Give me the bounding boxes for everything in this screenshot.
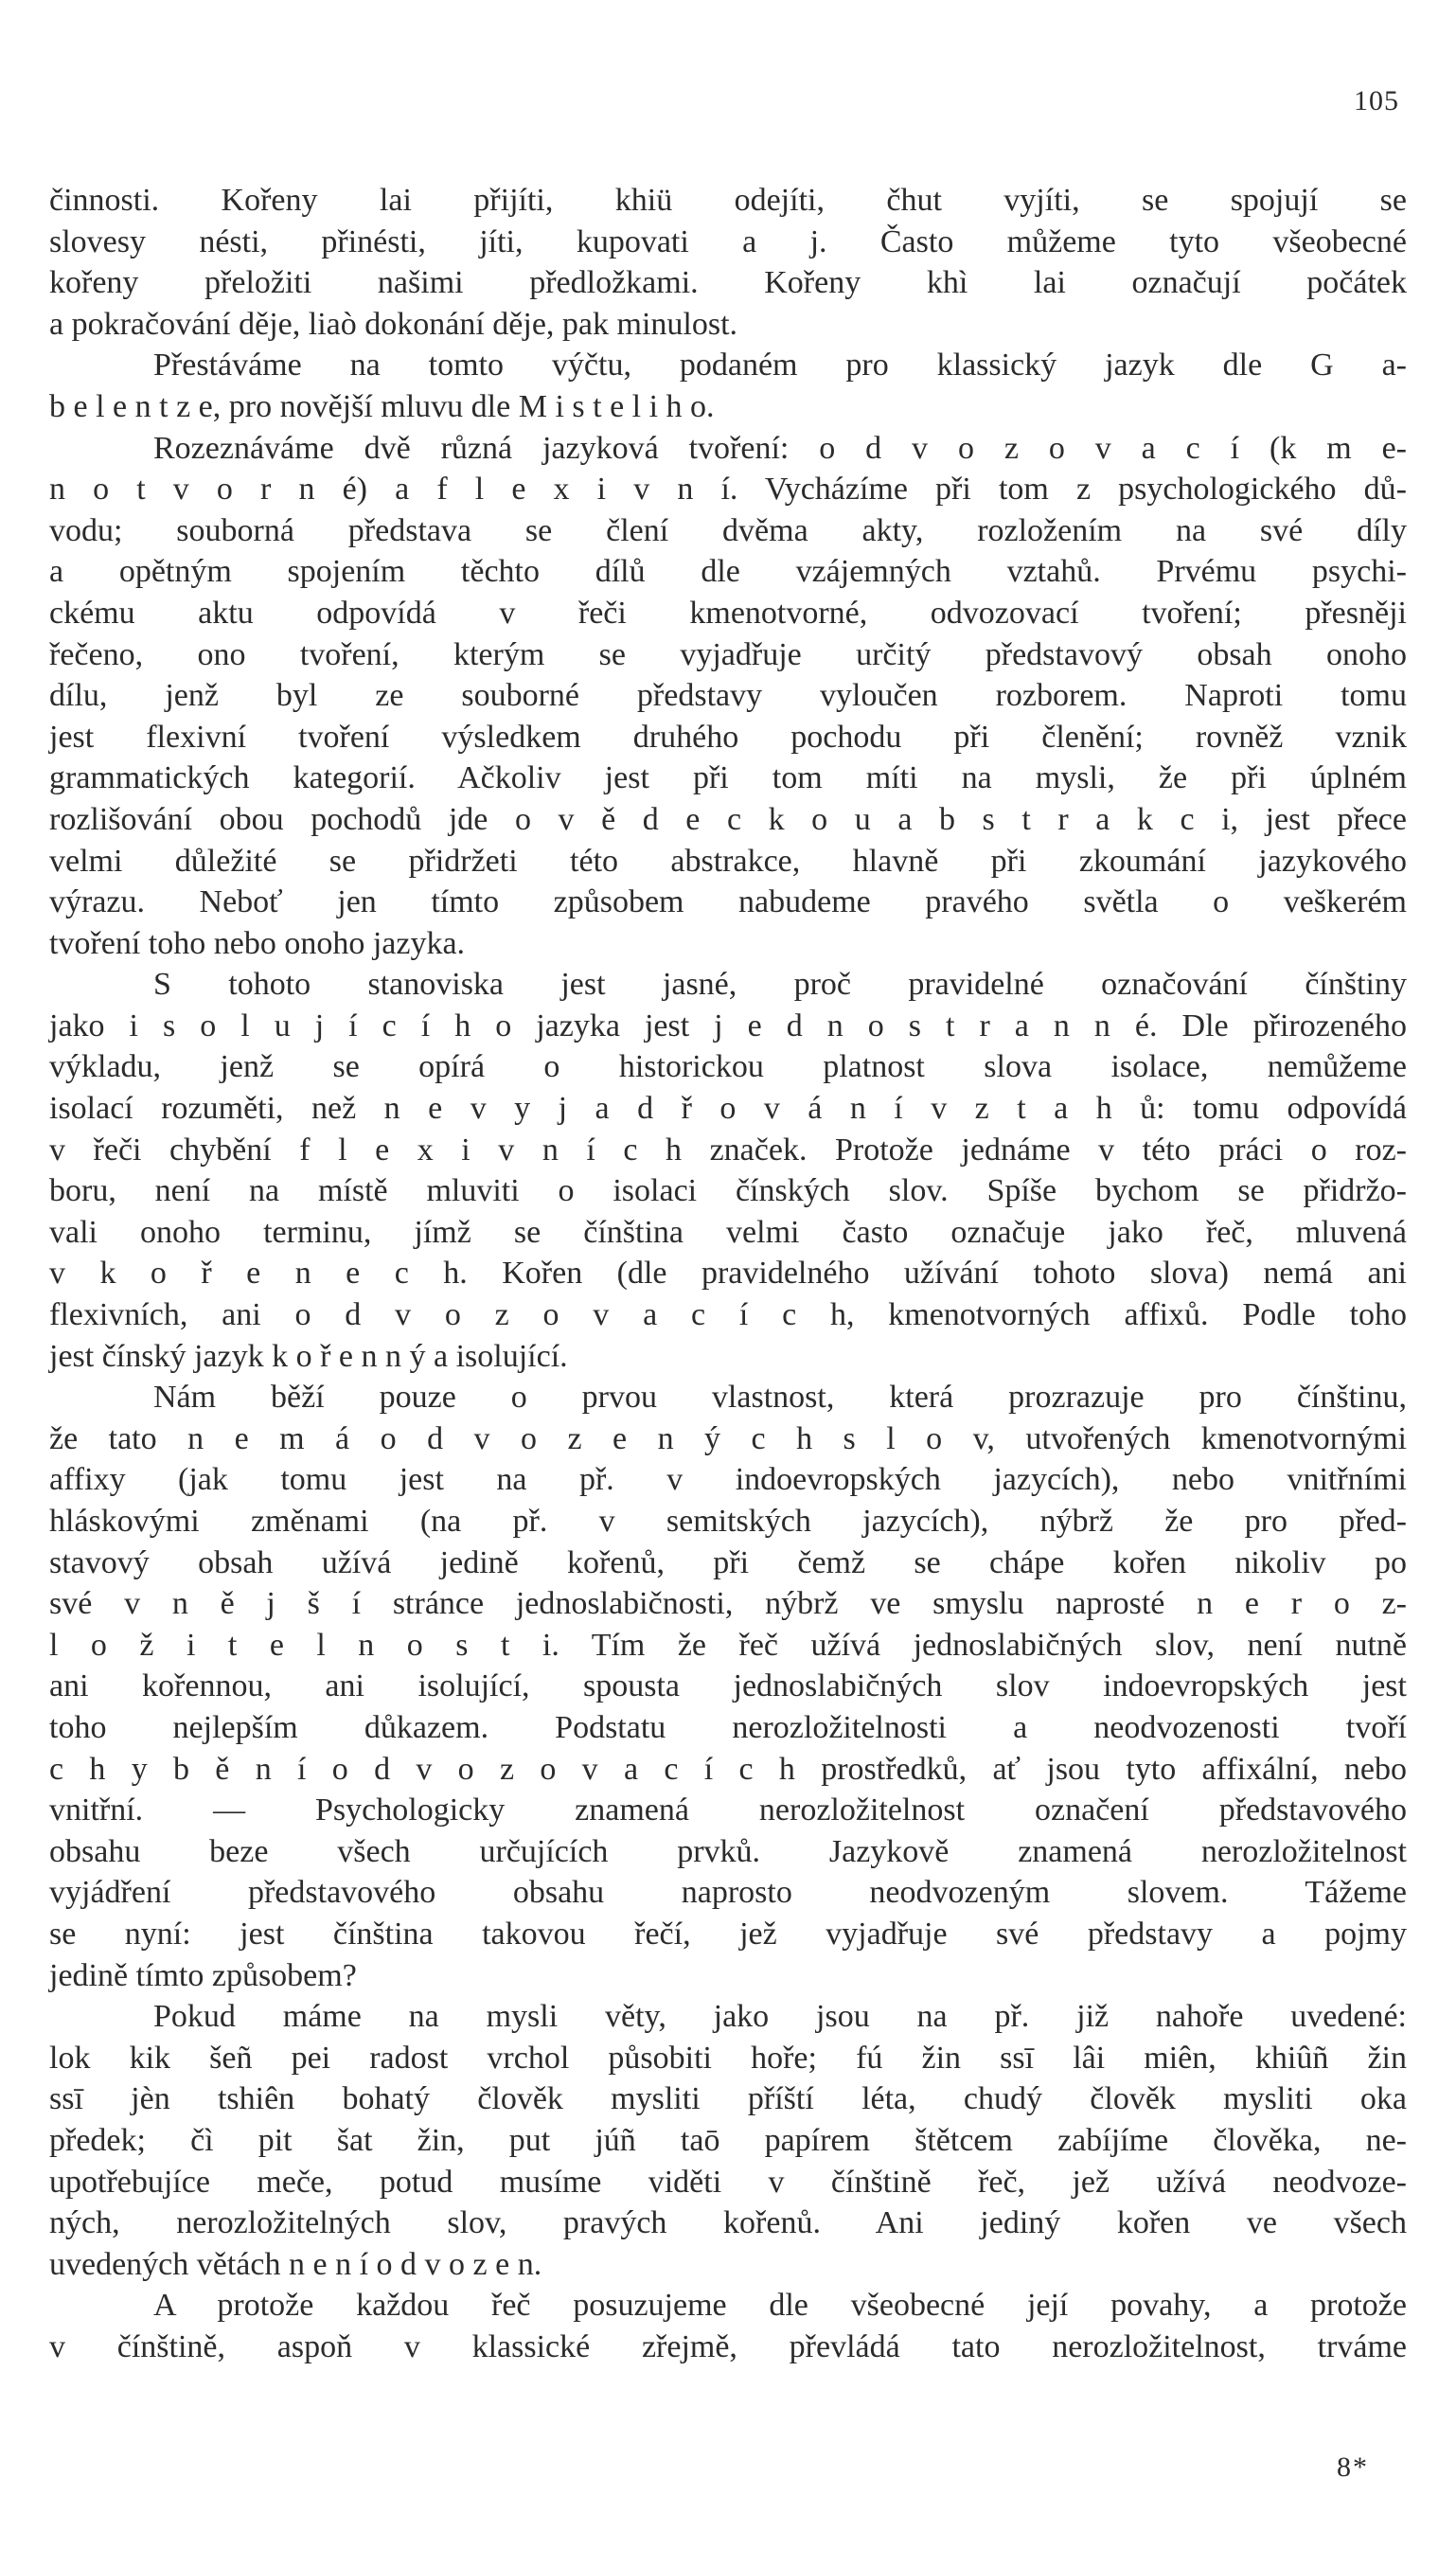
text-line: jest flexivní tvoření výsledkem druhého pochodu při členění; rovněž vznik (49, 719, 1407, 755)
text-line: velmi důležité se přidržeti této abstrakce, hlavně při zkoumání jazykového (49, 843, 1407, 879)
text-line: Rozeznáváme dvě různá jazyková tvoření: o d v o z o v a c í (k m e- (153, 430, 1407, 466)
text-line: vali onoho terminu, jímž se čínština velmi často označuje jako řeč, mluvená (49, 1214, 1407, 1250)
text-line: b e l e n t z e, pro novější mluvu dle M i s t e l i h o. (49, 388, 715, 424)
text-line: ných, nerozložitelných slov, pravých kořenů. Ani jediný kořen ve všech (49, 2205, 1407, 2241)
text-line: jest čínský jazyk k o ř e n n ý a isolující. (49, 1338, 568, 1374)
text-line: a pokračování děje, liaò dokonání děje, pak minulost. (49, 306, 738, 342)
text-line: isolací rozuměti, než n e v y j a d ř o v á n í v z t a h ů: tomu odpovídá (49, 1091, 1407, 1127)
text-line: rozlišování obou pochodů jde o v ě d e c k o u a b s t r a k c i, jest přece (49, 801, 1407, 837)
text-line: c h y b ě n í o d v o z o v a c í c h prostředků, ať jsou tyto affixální, nebo (49, 1751, 1407, 1787)
text-line: lok kik šeñ pei radost vrchol působiti hoře; fú žin ssī lâi miên, khiûñ žin (49, 2040, 1407, 2076)
text-line: ckému aktu odpovídá v řeči kmenotvorné, odvozovací tvoření; přesněji (49, 595, 1407, 631)
text-line: ssī jèn tshiên bohatý člověk mysliti příští léta, chudý člověk mysliti oka (49, 2081, 1407, 2117)
text-line: činnosti. Kořeny lai přijíti, khiü odejíti, čhut vyjíti, se spojují se (49, 183, 1407, 218)
text-line: že tato n e m á o d v o z e n ý c h s l o v, utvořených kmenotvornými (49, 1420, 1407, 1456)
body-text (49, 180, 1407, 2367)
text-line: a opětným spojením těchto dílů dle vzájemných vztahů. Prvému psychi- (49, 554, 1407, 590)
text-line: výkladu, jenž se opírá o historickou platnost slova isolace, nemůžeme (49, 1049, 1407, 1085)
text-line: n o t v o r n é) a f l e x i v n í. Vycházíme při tom z psychologického dů- (49, 472, 1407, 508)
text-line: affixy (jak tomu jest na př. v indoevropských jazycích), nebo vnitřními (49, 1462, 1407, 1498)
text-line: tvoření toho nebo onoho jazyka. (49, 925, 466, 961)
text-line: řečeno, ono tvoření, kterým se vyjadřuje určitý představový obsah onoho (49, 636, 1407, 672)
text-line: kořeny přeložiti našimi předložkami. Kořeny khì lai označují počátek (49, 265, 1407, 301)
text-line: boru, není na místě mluviti o isolaci čínských slov. Spíše bychom se přidržo- (49, 1173, 1407, 1209)
text-line: dílu, jenž byl ze souborné představy vyloučen rozborem. Naproti tomu (49, 678, 1407, 714)
text-line: S tohoto stanoviska jest jasné, proč pravidelné označování čínštiny (153, 967, 1407, 1003)
text-line: jako i s o l u j í c í h o jazyka jest j e d n o s t r a n n é. Dle přirozeného (49, 1008, 1407, 1043)
text-line: výrazu. Neboť jen tímto způsobem nabudeme pravého světla o veškerém (49, 884, 1407, 920)
text-line: v k o ř e n e c h. Kořen (dle pravidelného užívání tohoto slova) nemá ani (49, 1256, 1407, 1292)
text-line: grammatických kategorií. Ačkoliv jest při tom míti na mysli, že při úplném (49, 760, 1407, 796)
text-line: slovesy nésti, přinésti, jíti, kupovati a j. Často můžeme tyto všeobecné (49, 223, 1407, 259)
text-line: vnitřní. — Psychologicky znamená nerozložitelnost označení představového (49, 1792, 1407, 1828)
text-line: vodu; souborná představa se člení dvěma akty, rozložením na své díly (49, 512, 1407, 548)
text-line: v řeči chybění f l e x i v n í c h značek. Protože jednáme v této práci o roz- (49, 1132, 1407, 1168)
text-line: své v n ě j š í stránce jednoslabičnosti, nýbrž ve smyslu naprosté n e r o z- (49, 1586, 1407, 1622)
text-line: ani kořennou, ani isolující, spousta jednoslabičných slov indoevropských jest (49, 1668, 1407, 1704)
text-line: v čínštině, aspoň v klassické zřejmě, převládá tato nerozložitelnost, trváme (49, 2328, 1407, 2364)
text-line: flexivních, ani o d v o z o v a c í c h, kmenotvorných affixů. Podle toho (49, 1297, 1407, 1333)
text-line: Přestáváme na tomto výčtu, podaném pro klassický jazyk dle G a- (153, 348, 1407, 383)
text-line: A protože každou řeč posuzujeme dle všeobecné její povahy, a protože (153, 2288, 1407, 2324)
text-line: stavový obsah užívá jedině kořenů, při čemž se chápe kořen nikoliv po (49, 1544, 1407, 1580)
text-line: předek; čì pit šat žin, put júñ taō papírem štětcem zabíjíme člověka, ne- (49, 2122, 1407, 2158)
text-line: upotřebujíce meče, potud musíme viděti v čínštině řeč, jež užívá neodvoze- (49, 2164, 1407, 2200)
printer-signature-mark: 8* (1337, 2452, 1369, 2483)
text-line: jedině tímto způsobem? (49, 1957, 357, 1993)
text-line: toho nejlepším důkazem. Podstatu nerozložitelnosti a neodvozenosti tvoří (49, 1709, 1407, 1745)
text-line: l o ž i t e l n o s t i. Tím že řeč užívá jednoslabičných slov, není nutně (49, 1627, 1407, 1663)
page-number: 105 (1354, 85, 1399, 116)
text-line: uvedených větách n e n í o d v o z e n. (49, 2246, 542, 2282)
text-line: vyjádření představového obsahu naprosto neodvozeným slovem. Tážeme (49, 1875, 1407, 1911)
text-line: hláskovými změnami (na př. v semitských jazycích), nýbrž že pro před- (49, 1504, 1407, 1539)
text-line: Pokud máme na mysli věty, jako jsou na př. již nahoře uvedené: (153, 1999, 1407, 2035)
text-line: obsahu beze všech určujících prvků. Jazykově znamená nerozložitelnost (49, 1833, 1407, 1869)
text-line: Nám běží pouze o prvou vlastnost, která prozrazuje pro čínštinu, (153, 1380, 1407, 1416)
text-line: se nyní: jest čínština takovou řečí, jež vyjadřuje své představy a pojmy (49, 1916, 1407, 1952)
